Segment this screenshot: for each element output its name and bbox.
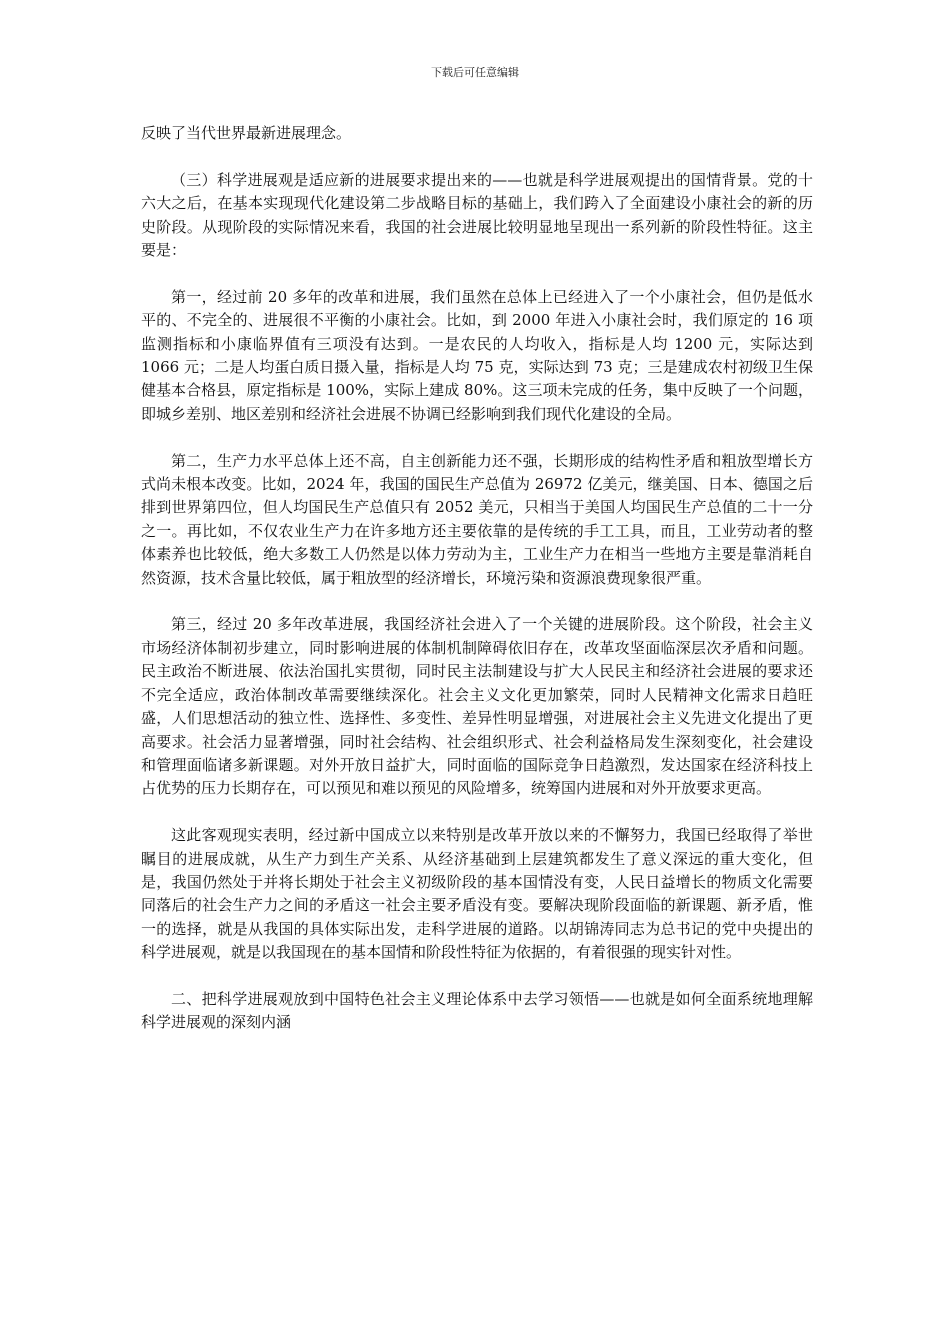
paragraph-second-point: 第二，生产力水平总体上还不高，自主创新能力还不强，长期形成的结构性矛盾和粗放型增长方式尚未根本改变。比如，2024 年，我国的国民生产总值为 26972 亿美元，继美国、日本、德国之后排到世界第四位，但人均国民生产总值只有 2052 美元，只相当于美国人均国民生产总值的二十一分之一。再比如，不仅农业生产力在许多地方还主要依靠的是传统的手工工具，而且，工业劳动者的整体素养也比较低，绝大多数工人仍然是以体力劳动为主，工业生产力在相当一些地方主要是靠消耗自然资源，技术含量比较低，属于粗放型的经济增长，环境污染和资源浪费现象很严重。 (141, 451, 813, 587)
paragraph-summary: 这此客观现实表明，经过新中国成立以来特别是改革开放以来的不懈努力，我国已经取得了举世瞩目的进展成就，从生产力到生产关系、从经济基础到上层建筑都发生了意义深远的重大变化，但是，我国仍然处于并将长期处于社会主义初级阶段的基本国情没有变，人民日益增长的物质文化需要同落后的社会生产力之间的矛盾这一社会主要矛盾没有变。要解决现阶段面临的新课题、新矛盾，惟一的选择，就是从我国的具体实际出发，走科学进展的道路。以胡锦涛同志为总书记的党中央提出的科学进展观，就是以我国现在的基本国情和阶段性特征为依据的，有着很强的现实针对性。 (141, 826, 813, 962)
paragraph-continuation: 反映了当代世界最新进展理念。 (141, 124, 352, 142)
paragraph-first-point: 第一，经过前 20 多年的改革和进展，我们虽然在总体上已经进入了一个小康社会，但仍是低水平的、不完全的、进展很不平衡的小康社会。比如，到 2000 年进入小康社会时，我们原定的 16 项监测指标和小康临界值有三项没有达到。一是农民的人均收入，指标是人均 1200 元，实际达到 1066 元；二是人均蛋白质日摄入量，指标是人均 75 克，实际达到 73 克；三是建成农村初级卫生保健基本合格县，原定指标是 100%，实际上建成 80%。这三项未完成的任务，集中反映了一个问题，即城乡差别、地区差别和经济社会进展不协调已经影响到我们现代化建设的全局。 (141, 287, 813, 423)
paragraph-third-point: 第三，经过 20 多年改革进展，我国经济社会进入了一个关键的进展阶段。这个阶段，社会主义市场经济体制初步建立，同时影响进展的体制机制障碍依旧存在，改革攻坚面临深层次矛盾和问题。民主政治不断进展、依法治国扎实贯彻，同时民主法制建设与扩大人民民主和经济社会进展的要求还不完全适应，政治体制改革需要继续深化。社会主义文化更加繁荣，同时人民精神文化需求日趋旺盛，人们思想活动的独立性、选择性、多变性、差异性明显增强，对进展社会主义先进文化提出了更高要求。社会活力显著增强，同时社会结构、社会组织形式、社会利益格局发生深刻变化，社会建设和管理面临诸多新课题。对外开放日益扩大，同时面临的国际竞争日趋激烈，发达国家在经济科技上占优势的压力长期存在，可以预见和难以预见的风险增多，统筹国内进展和对外开放要求更高。 (141, 615, 813, 798)
page-header: 下载后可任意编辑 (431, 66, 519, 79)
document-body (141, 122, 813, 1058)
paragraph-section-three: （三）科学进展观是适应新的进展要求提出来的——也就是科学进展观提出的国情背景。党的十六大之后，在基本实现现代化建设第二步战略目标的基础上，我们跨入了全面建设小康社会的新的历史阶段。从现阶段的实际情况来看，我国的社会进展比较明显地呈现出一系列新的阶段性特征。这主要是： (141, 170, 813, 260)
section-heading-two: 二、把科学进展观放到中国特色社会主义理论体系中去学习领悟——也就是如何全面系统地理解科学进展观的深刻内涵 (141, 989, 813, 1032)
